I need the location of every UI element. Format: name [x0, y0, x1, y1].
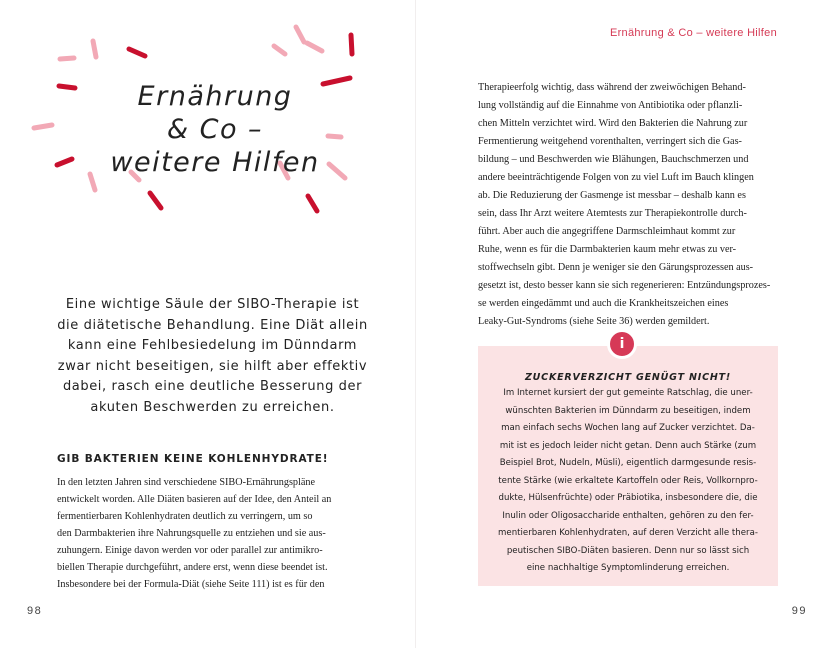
- info-box-line: peutischen SIBO-Diäten basieren. Denn nur so lässt sich: [506, 545, 750, 556]
- body-line: zuhungern. Einige davon werden vor oder parallel zur antimikro-: [57, 545, 323, 556]
- intro-line: kann eine Fehlbesiedelung im Dünndarm: [67, 338, 358, 353]
- info-box-line: man einfach sechs Wochen lang auf Zucker verzichtet. Da-: [501, 423, 755, 433]
- body-line: Insbesondere bei der Formula-Diät (siehe Seite 111) ist es für den: [57, 579, 325, 590]
- section-heading: GIB BAKTERIEN KEINE KOHLENHYDRATE!: [57, 453, 329, 465]
- dash-mark: [60, 58, 74, 59]
- body-line: entwickelt worden. Alle Diäten basieren auf der Idee, den Anteil an: [57, 494, 332, 505]
- dash-mark: [129, 49, 145, 56]
- info-box-title: ZUCKERVERZICHT GENÜGT NICHT!: [524, 372, 732, 383]
- intro-line: Eine wichtige Säule der SIBO-Therapie ist: [65, 297, 360, 312]
- info-box-line: Inulin oder Oligosaccharide enthalten, gehören zu den fer-: [502, 510, 754, 521]
- body-line: führt. Aber auch die angegriffene Darmschleimhaut kommt zur: [478, 226, 736, 237]
- running-head: Ernährung & Co – weitere Hilfen: [609, 27, 777, 39]
- body-line: den Darmbakterien ihre Nahrungsquelle zu entziehen und sie aus-: [57, 528, 326, 539]
- chapter-title: [80, 80, 350, 179]
- dash-mark: [274, 46, 285, 54]
- body-line: gesetzt ist, desto besser kann sie sich regenerieren: Entzündungsprozes-: [478, 280, 771, 291]
- dash-mark: [34, 125, 52, 128]
- body-line: Leaky-Gut-Syndroms (siehe Seite 36) werden gemildert.: [478, 316, 710, 327]
- info-box-line: wünschten Bakterien im Dünndarm zu beseitigen, indem: [505, 405, 751, 416]
- right-body-text: [478, 79, 778, 331]
- body-line: ab. Die Reduzierung der Gasmenge ist messbar – deshalb kann es: [478, 190, 746, 201]
- dash-mark: [59, 86, 75, 88]
- body-line: se werden eingedämmt und auch die Krankheitszeichen eines: [478, 298, 729, 309]
- chapter-title-line: Ernährung: [137, 81, 293, 112]
- dash-mark: [57, 159, 72, 165]
- intro-line: dabei, rasch eine deutliche Besserung der: [62, 379, 363, 394]
- info-box-line: mit ist es jedoch leider nicht getan. Denn auch Stärke (zum: [499, 440, 757, 451]
- intro-line: zwar nicht beseitigen, sie hilft aber effektiv: [57, 358, 368, 374]
- info-icon-glyph: i: [619, 336, 625, 352]
- body-line: lung vollständig auf die Einnahme von Antibiotika oder pflanzli-: [478, 100, 743, 111]
- body-line: sein, dass Ihr Arzt weitere Atemtests zur Therapiekontrolle durch-: [478, 208, 747, 219]
- dash-mark: [150, 193, 161, 208]
- chapter-title-line: & Co –: [166, 114, 264, 145]
- body-line: fermentierbaren Kohlenhydraten deutlich zu verringern, um so: [57, 511, 313, 522]
- dash-mark: [308, 196, 317, 211]
- body-line: biellen Therapie durchgeführt, andere erst, wenn diese beendet ist.: [57, 562, 328, 573]
- body-line: andere beeinträchtigende Folgen von zu viel Luft im Bauch klingen: [478, 172, 754, 183]
- body-line: bildung – und Beschwerden wie Blähungen, Bauchschmerzen und: [478, 154, 749, 165]
- body-line: chen Mitteln verzichtet wird. Wird den Bakterien die Nahrung zur: [478, 118, 748, 129]
- dash-mark: [307, 43, 322, 51]
- page-number-left: 98: [27, 605, 43, 617]
- intro-line: akuten Beschwerden zu erreichen.: [90, 399, 335, 415]
- info-box-text: [478, 385, 778, 578]
- intro-line: die diätetische Behandlung. Eine Diät allein: [57, 317, 368, 333]
- dash-mark: [296, 27, 304, 42]
- left-page: [0, 0, 415, 648]
- info-box-line: mentierbaren Kohlenhydraten, auf deren Verzicht alle thera-: [498, 528, 758, 538]
- body-line: Ruhe, wenn es für die Darmbakterien kaum mehr etwas zu ver-: [478, 244, 737, 255]
- body-line: Therapieerfolg wichtig, dass während der zweiwöchigen Behand-: [478, 82, 746, 93]
- info-box-line: dukte, Hülsenfrüchte) oder Präbiotika, insbesondere die, die: [498, 493, 758, 503]
- info-icon: [607, 329, 637, 359]
- left-body-text: [57, 474, 363, 593]
- body-line: Fermentierung weitgehend vorenthalten, verringert sich die Gas-: [478, 136, 742, 147]
- info-box: [478, 346, 778, 586]
- dash-mark: [351, 35, 352, 54]
- info-box-line: eine nachhaltige Symptomlinderung erreichen.: [526, 563, 730, 573]
- dash-mark: [93, 41, 96, 57]
- body-line: stoffwechseln gibt. Denn je weniger sie den Gärungsprozessen aus-: [478, 262, 754, 273]
- info-box-line: Im Internet kursiert der gut gemeinte Ratschlag, die uner-: [503, 388, 753, 398]
- chapter-intro: [40, 295, 385, 418]
- body-line: In den letzten Jahren sind verschiedene SIBO-Ernährungspläne: [57, 477, 315, 488]
- info-box-line: tente Stärke (wie erkaltete Kartoffeln oder Reis, Vollkornpro-: [498, 475, 758, 486]
- info-box-line: Beispiel Brot, Nudeln, Müsli), eigentlich darmgesunde resis-: [499, 458, 757, 468]
- chapter-title-line: weitere Hilfen: [110, 147, 320, 178]
- page-number-right: 99: [791, 605, 807, 617]
